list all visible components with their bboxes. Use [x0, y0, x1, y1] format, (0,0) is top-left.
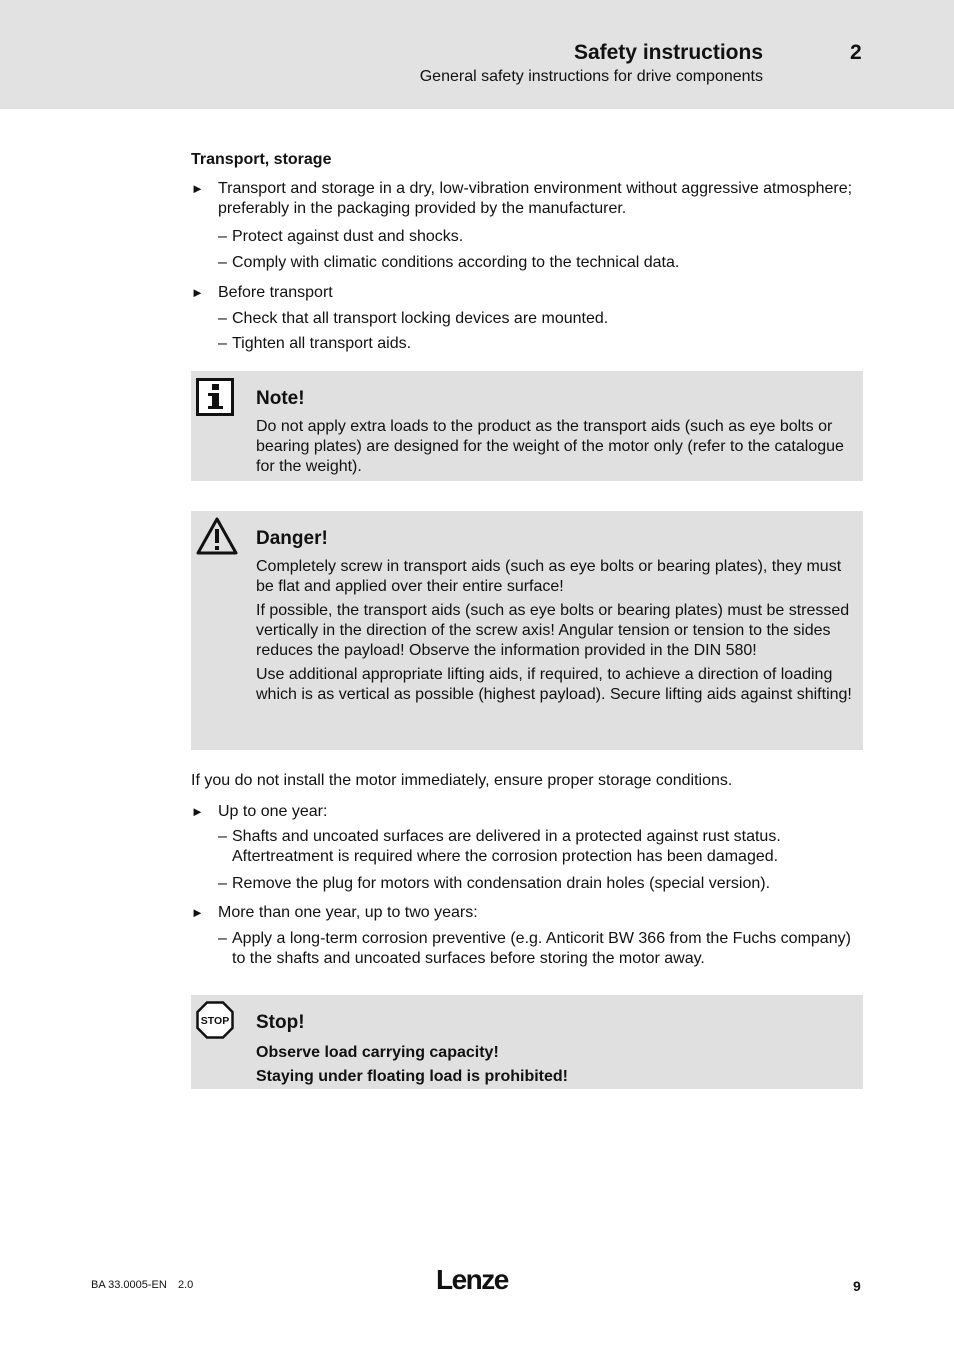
- chapter-number: 2: [850, 41, 862, 64]
- warning-triangle-icon: [196, 517, 238, 560]
- bullet-arrow-icon: ►: [191, 905, 204, 920]
- sub-list-item: – Comply with climatic conditions according to the technical data.: [218, 254, 680, 271]
- stop-title: Stop!: [256, 1012, 305, 1033]
- bullet-arrow-icon: ►: [191, 285, 204, 300]
- storage-intro: If you do not install the motor immediately, ensure proper storage conditions.: [191, 772, 733, 789]
- sub-list-item: – Shafts and uncoated surfaces are delivered in a protected against rust status. Aftertreatment is required where the corrosion protection has been damaged.: [218, 828, 781, 865]
- note-text: Do not apply extra loads to the product as the transport aids (such as eye bolts or bearing plates) are designed for the weight of the motor only (refer to the catalogue for the weight).: [256, 418, 844, 475]
- section-heading: Transport, storage: [191, 151, 332, 168]
- sub-list-item: – Protect against dust and shocks.: [218, 228, 464, 245]
- stop-sign-icon: [196, 1001, 234, 1044]
- sub-list-item: – Check that all transport locking devices are mounted.: [218, 310, 609, 327]
- chapter-title: Safety instructions: [573, 41, 763, 64]
- info-icon: [196, 378, 234, 421]
- document-id: BA 33.0005-EN: [91, 1279, 167, 1291]
- sub-list-item: – Apply a long-term corrosion preventive (e.g. Anticorit BW 366 from the Fuchs company) to the shafts and uncoated surfaces before storing the motor away.: [218, 930, 851, 967]
- document-version: 2.0: [178, 1279, 194, 1291]
- danger-text: Completely screw in transport aids (such as eye bolts or bearing plates), they must be flat and applied over their entire surface! If possible, the transport aids (such as eye bolts or bearing plates) must be stressed vertically in the direction of the screw axis! Angular tension or tension to the sides reduces the payload! Observe the information provided in the DIN 580! Use additional appropriate lifting aids, if required, to achieve a direction of loading which is as vertical as possible (highest payload). Secure lifting aids against shifting!: [256, 558, 852, 703]
- stop-box: [191, 995, 863, 1089]
- section-subtitle: General safety instructions for drive components: [419, 68, 763, 85]
- svg-text:STOP: STOP: [200, 1015, 230, 1027]
- bullet-arrow-icon: ►: [191, 804, 204, 819]
- svg-text:Lenze: Lenze: [436, 1264, 508, 1295]
- page-number: 9: [853, 1278, 861, 1294]
- bullet-arrow-icon: ►: [191, 181, 204, 196]
- danger-title: Danger!: [256, 528, 328, 549]
- lenze-logo: [436, 1263, 516, 1300]
- note-title: Note!: [256, 388, 305, 409]
- note-box: [191, 371, 863, 481]
- page-header: [0, 0, 954, 109]
- sub-list-item: – Tighten all transport aids.: [218, 335, 412, 352]
- stop-text: Observe load carrying capacity! Staying under floating load is prohibited!: [256, 1044, 568, 1085]
- danger-box: [191, 511, 863, 750]
- sub-list-item: – Remove the plug for motors with condensation drain holes (special version).: [218, 875, 771, 892]
